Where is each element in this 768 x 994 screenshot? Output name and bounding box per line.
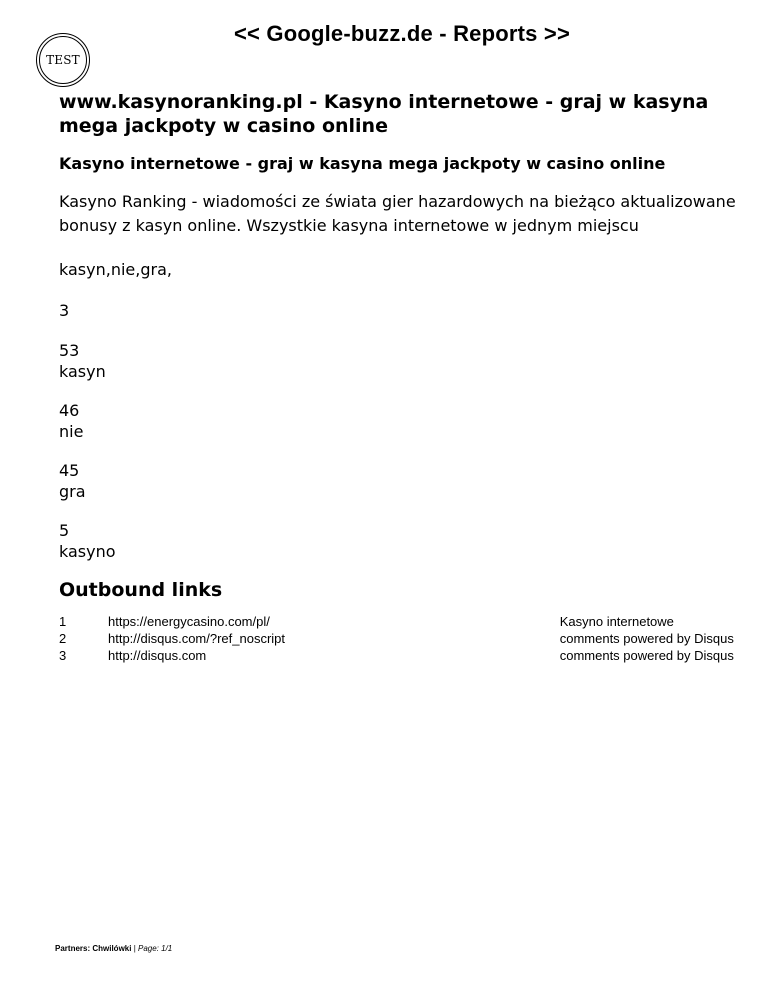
outbound-links-heading: Outbound links	[59, 579, 223, 601]
keyword-stat-count: 5	[59, 521, 70, 540]
keyword-stat	[59, 400, 749, 442]
test-stamp-text: TEST	[39, 36, 87, 84]
keyword-stat-count: 53	[59, 341, 80, 360]
link-url[interactable]: http://disqus.com/?ref_noscript	[107, 631, 286, 646]
page-heading: Kasyno internetowe - graj w kasyna mega jackpoty w casino online	[59, 154, 666, 173]
test-stamp	[36, 33, 90, 87]
footer-separator: |	[131, 944, 138, 953]
page-footer	[55, 944, 172, 953]
keyword-count: 3	[59, 301, 70, 320]
link-number: 1	[59, 614, 67, 629]
footer-page-number: Page: 1/1	[138, 944, 173, 953]
link-url[interactable]: http://disqus.com	[107, 648, 207, 663]
report-content	[59, 90, 749, 664]
link-anchor-text: comments powered by Disqus	[559, 648, 734, 663]
link-anchor-text: comments powered by Disqus	[559, 631, 734, 646]
keyword-stat-word: kasyno	[59, 542, 116, 561]
site-description: Kasyno Ranking - wiadomości ze świata gier hazardowych na bieżąco aktualizowane bonusy z kasyn online. Wszystkie kasyna internetowe w jednym miejscu	[59, 192, 736, 235]
link-number: 3	[59, 648, 67, 663]
link-anchor-text: Kasyno internetowe	[559, 614, 674, 629]
keyword-stat	[59, 520, 749, 562]
footer-partners: Partners: Chwilówki	[55, 944, 132, 953]
keyword-stat-count: 46	[59, 401, 80, 420]
keyword-stat	[59, 340, 749, 382]
link-url[interactable]: https://energycasino.com/pl/	[107, 614, 270, 629]
keyword-stat-word: kasyn	[59, 362, 106, 381]
keyword-stat-count: 45	[59, 461, 80, 480]
keyword-stat	[59, 460, 749, 502]
link-number: 2	[59, 631, 67, 646]
table-row	[59, 630, 749, 647]
keywords-list: kasyn,nie,gra,	[59, 260, 172, 279]
site-title: www.kasynoranking.pl - Kasyno internetowe - graj w kasyna mega jackpoty w casino online	[59, 91, 709, 137]
table-row	[59, 613, 749, 630]
keyword-stat-word: nie	[59, 422, 84, 441]
keyword-stat-word: gra	[59, 482, 86, 501]
table-row	[59, 647, 749, 664]
outbound-links-table	[59, 613, 749, 664]
report-header-title: << Google-buzz.de - Reports >>	[233, 21, 571, 46]
